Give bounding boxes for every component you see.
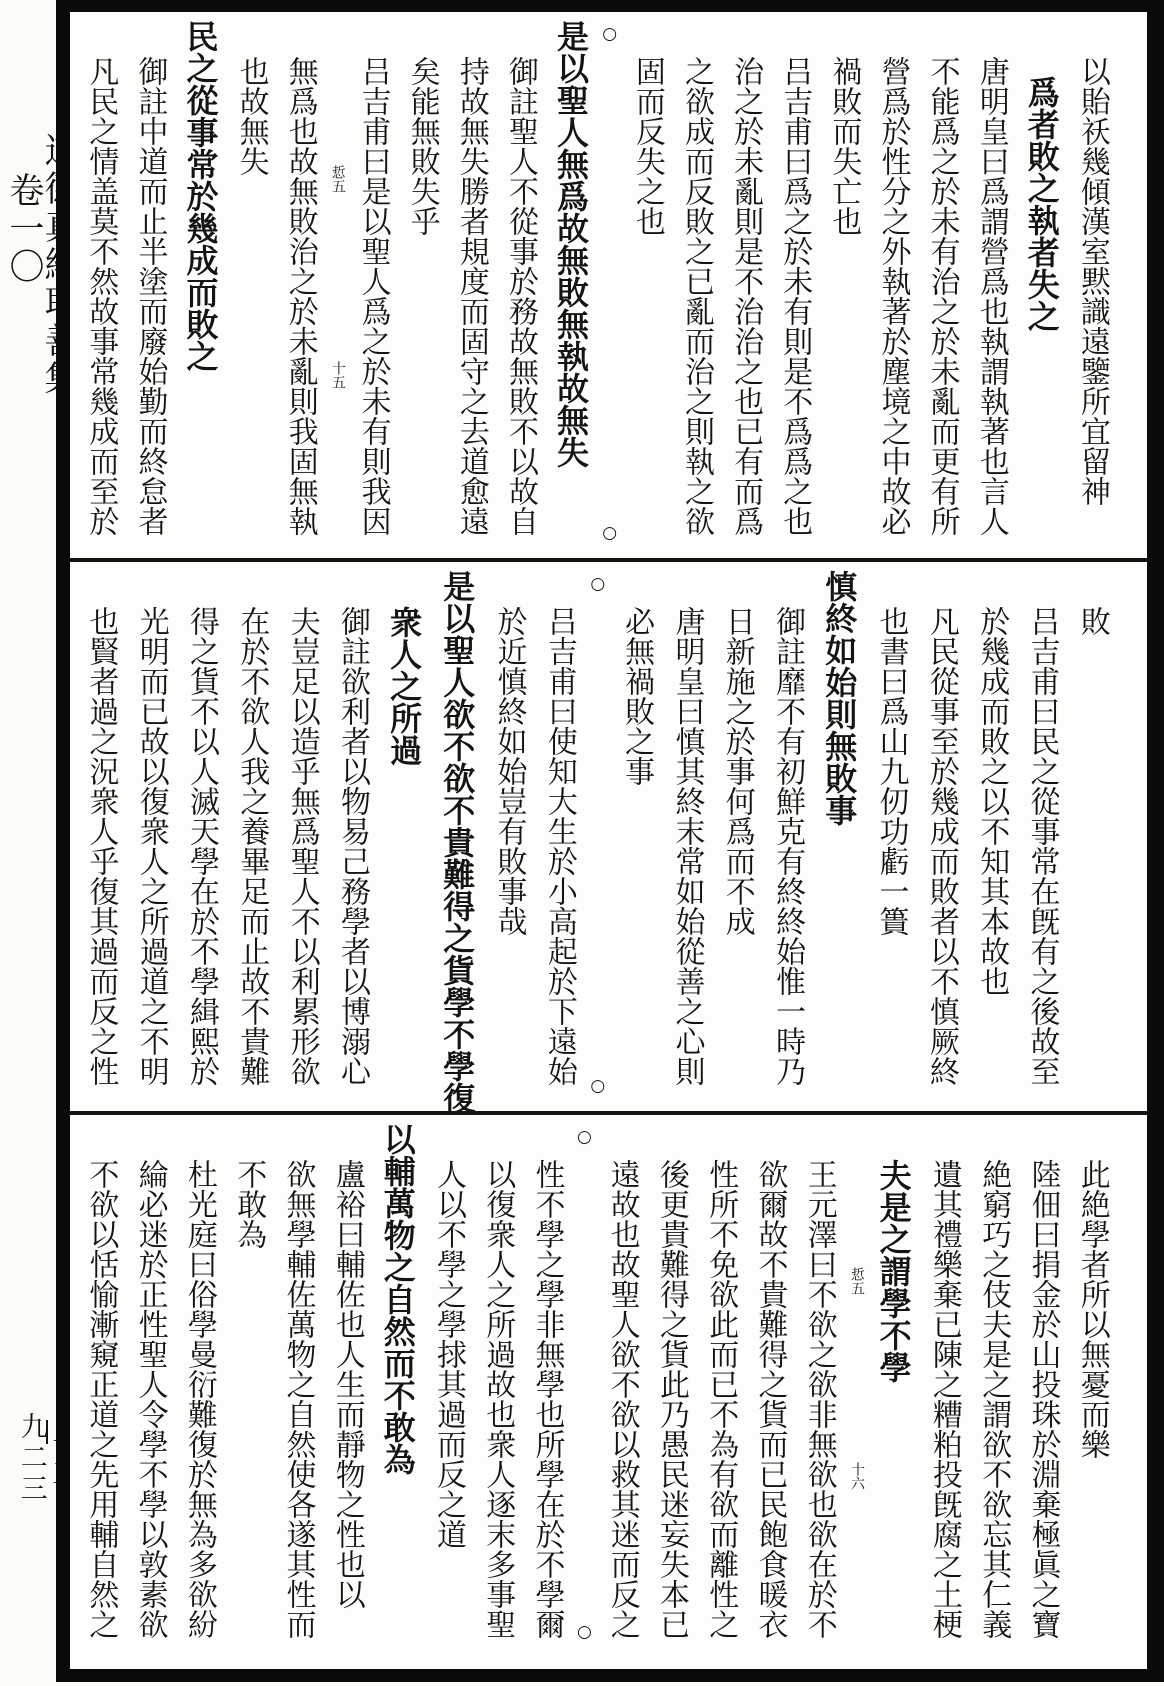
commentary-column: 之欲成而反敗之已亂而治之則執之欲 [678, 56, 714, 536]
commentary-column: 吕吉甫曰民之從事常在旣有之後故至 [1024, 606, 1060, 1086]
commentary-column: 得之貨不以人滅天學在於不學緝熙於 [184, 606, 220, 1086]
commentary-column: 固而反失之也 [629, 56, 665, 236]
commentary-column: 吕吉甫曰是以聖人爲之於未有則我因 [355, 56, 391, 536]
commentary-column: 凡民之情盖莫不然故事常幾成而至於 [83, 56, 119, 536]
commentary-column: 御註中道而止半塗而廢始勤而終怠者 [132, 56, 168, 536]
commentary-column: 遠故也故聖人欲不欲以救其迷而反之 [604, 1159, 640, 1639]
text-block-frame [56, 0, 1164, 1682]
scripture-column: 衆人之所過 [385, 606, 424, 766]
commentary-column: 於近慎終如始豈有敗事哉 [491, 606, 527, 936]
commentary-column: 綸必迷於正性聖人令學不學以敦素欲 [132, 1159, 168, 1639]
commentary-column: 吕吉甫曰爲之於未有則是不爲爲之也 [777, 56, 813, 536]
commentary-column: 也賢者過之況衆人乎復其過而反之性 [83, 606, 119, 1086]
commentary-column: 不敢為 [231, 1159, 267, 1249]
commentary-column: 欲爾故不貴難得之貨而已民飽食暖衣 [752, 1159, 788, 1639]
commentary-column: 敗 [1074, 606, 1110, 636]
commentary-column: 禍敗而失亡也 [826, 56, 862, 236]
commentary-column: 人以不學之學捄其過而反之道 [431, 1159, 467, 1549]
page-number-bottom: 九二三 [15, 1412, 47, 1505]
scripture-column: 是以聖人無爲故無敗無執故無失 [551, 20, 590, 468]
commentary-column: 日新施之於事何爲而不成 [719, 606, 755, 936]
commentary-column: 夫豈足以造乎無爲聖人不以利累形欲 [284, 606, 320, 1086]
commentary-column: 遺其禮樂棄已陳之糟粕投旣腐之土梗 [926, 1159, 962, 1639]
band-3 [70, 1111, 1147, 1657]
commentary-column: 以貽祅幾傾漢室黙識遠鑒所宜留神 [1074, 56, 1110, 506]
fold-circle-mark: ○ [577, 1127, 592, 1147]
fold-circle-mark: ○ [602, 523, 618, 543]
commentary-column: 盧裕曰輔佐也人生而靜物之性也以 [329, 1159, 365, 1609]
commentary-column: 御註靡不有初鮮克有終終始惟一時乃 [770, 606, 806, 1086]
scripture-column: 是以聖人欲不欲不貴難得之貨學不學復 [438, 570, 477, 1114]
commentary-column: 王元澤曰不欲之欲非無欲也欲在於不 [801, 1159, 837, 1639]
scripture-column: 慎終如始則無敗事 [820, 570, 859, 826]
commentary-column: 營爲於性分之外執著於塵境之中故必 [875, 56, 911, 536]
fold-marker-column [589, 562, 607, 1111]
scripture-column: 夫是之謂學不學 [874, 1159, 913, 1383]
folio-label: 悊五 [849, 1266, 866, 1295]
commentary-column: 絶窮巧之伎夫是之謂欲不欲忘其仁義 [976, 1159, 1012, 1639]
commentary-column: 於幾成而敗之以不知其本故也 [974, 606, 1010, 996]
commentary-column: 此絶學者所以無憂而樂 [1074, 1159, 1110, 1459]
commentary-column: 性所不免欲此而已不為有欲而離性之 [703, 1159, 739, 1639]
band-2 [70, 558, 1147, 1114]
commentary-column: 必無禍敗之事 [619, 606, 655, 786]
commentary-column: 欲無學輔佐萬物之自然使各遂其性而 [280, 1159, 316, 1639]
commentary-column: 不能爲之於未有治之於未亂而更有所 [924, 56, 960, 536]
commentary-column: 治之於未亂則是不治治之也已有而爲 [728, 56, 764, 536]
commentary-column: 陸佃曰捐金於山投珠於淵棄極眞之寶 [1025, 1159, 1061, 1639]
commentary-column: 無爲也故無敗治之於未亂則我固無執 [282, 56, 318, 536]
folio-label-column [328, 12, 344, 558]
fold-circle-mark: ○ [590, 574, 606, 594]
commentary-column: 矣能無敗失乎 [404, 56, 440, 236]
commentary-column: 唐明皇曰爲謂營爲也執謂執著也言人 [973, 56, 1009, 536]
commentary-column: 光明而已故以復衆人之所過道之不明 [133, 606, 169, 1086]
fold-circle-mark: ○ [590, 1076, 606, 1096]
commentary-column: 後更貴難得之貨此乃愚民迷妄失本已 [653, 1159, 689, 1639]
commentary-column: 御註聖人不從事於務故無敗不以故自 [503, 56, 539, 536]
scripture-column: 民之從事常於幾成而敗之 [181, 20, 220, 372]
scripture-column: 爲者敗之執者失之 [1022, 76, 1061, 332]
fold-circle-mark: ○ [577, 1622, 592, 1642]
band-1 [70, 12, 1147, 558]
fold-circle-mark: ○ [602, 24, 618, 44]
commentary-column: 也故無失 [233, 56, 269, 176]
volume-label: 卷一〇 [4, 172, 44, 286]
fold-marker-column [601, 12, 619, 558]
commentary-column: 不欲以恬愉漸窺正道之先用輔自然之 [83, 1159, 119, 1639]
commentary-column: 唐明皇曰慎其終末常如始從善之心則 [669, 606, 705, 1086]
folio-label: 十六 [849, 1461, 866, 1490]
commentary-column: 在於不欲人我之養畢足而止故不貴難 [234, 606, 270, 1086]
commentary-column: 吕吉甫曰使知大生於小高起於下遠始 [541, 606, 577, 1086]
folio-label-column [848, 1115, 864, 1657]
commentary-column: 御註欲利者以物易己務學者以博溺心 [335, 606, 371, 1086]
commentary-column: 以復衆人之所過故也衆人逐末多事聖 [480, 1159, 516, 1639]
commentary-column: 杜光庭曰俗學曼衍難復於無為多欲紛 [181, 1159, 217, 1639]
folio-label: 十五 [329, 361, 346, 390]
commentary-column: 凡民從事至於幾成而敗者以不慎厥終 [923, 606, 959, 1086]
commentary-column: 持故無失勝者規度而固守之去道愈遠 [453, 56, 489, 536]
commentary-column: 性不學之學非無學也所學在於不學爾 [529, 1159, 565, 1639]
commentary-column: 也書曰爲山九仞功虧一簣 [873, 606, 909, 936]
fold-marker-column [575, 1115, 593, 1657]
scripture-column: 以輔萬物之自然而不敢為 [378, 1123, 417, 1475]
folio-label: 悊五 [329, 164, 346, 193]
